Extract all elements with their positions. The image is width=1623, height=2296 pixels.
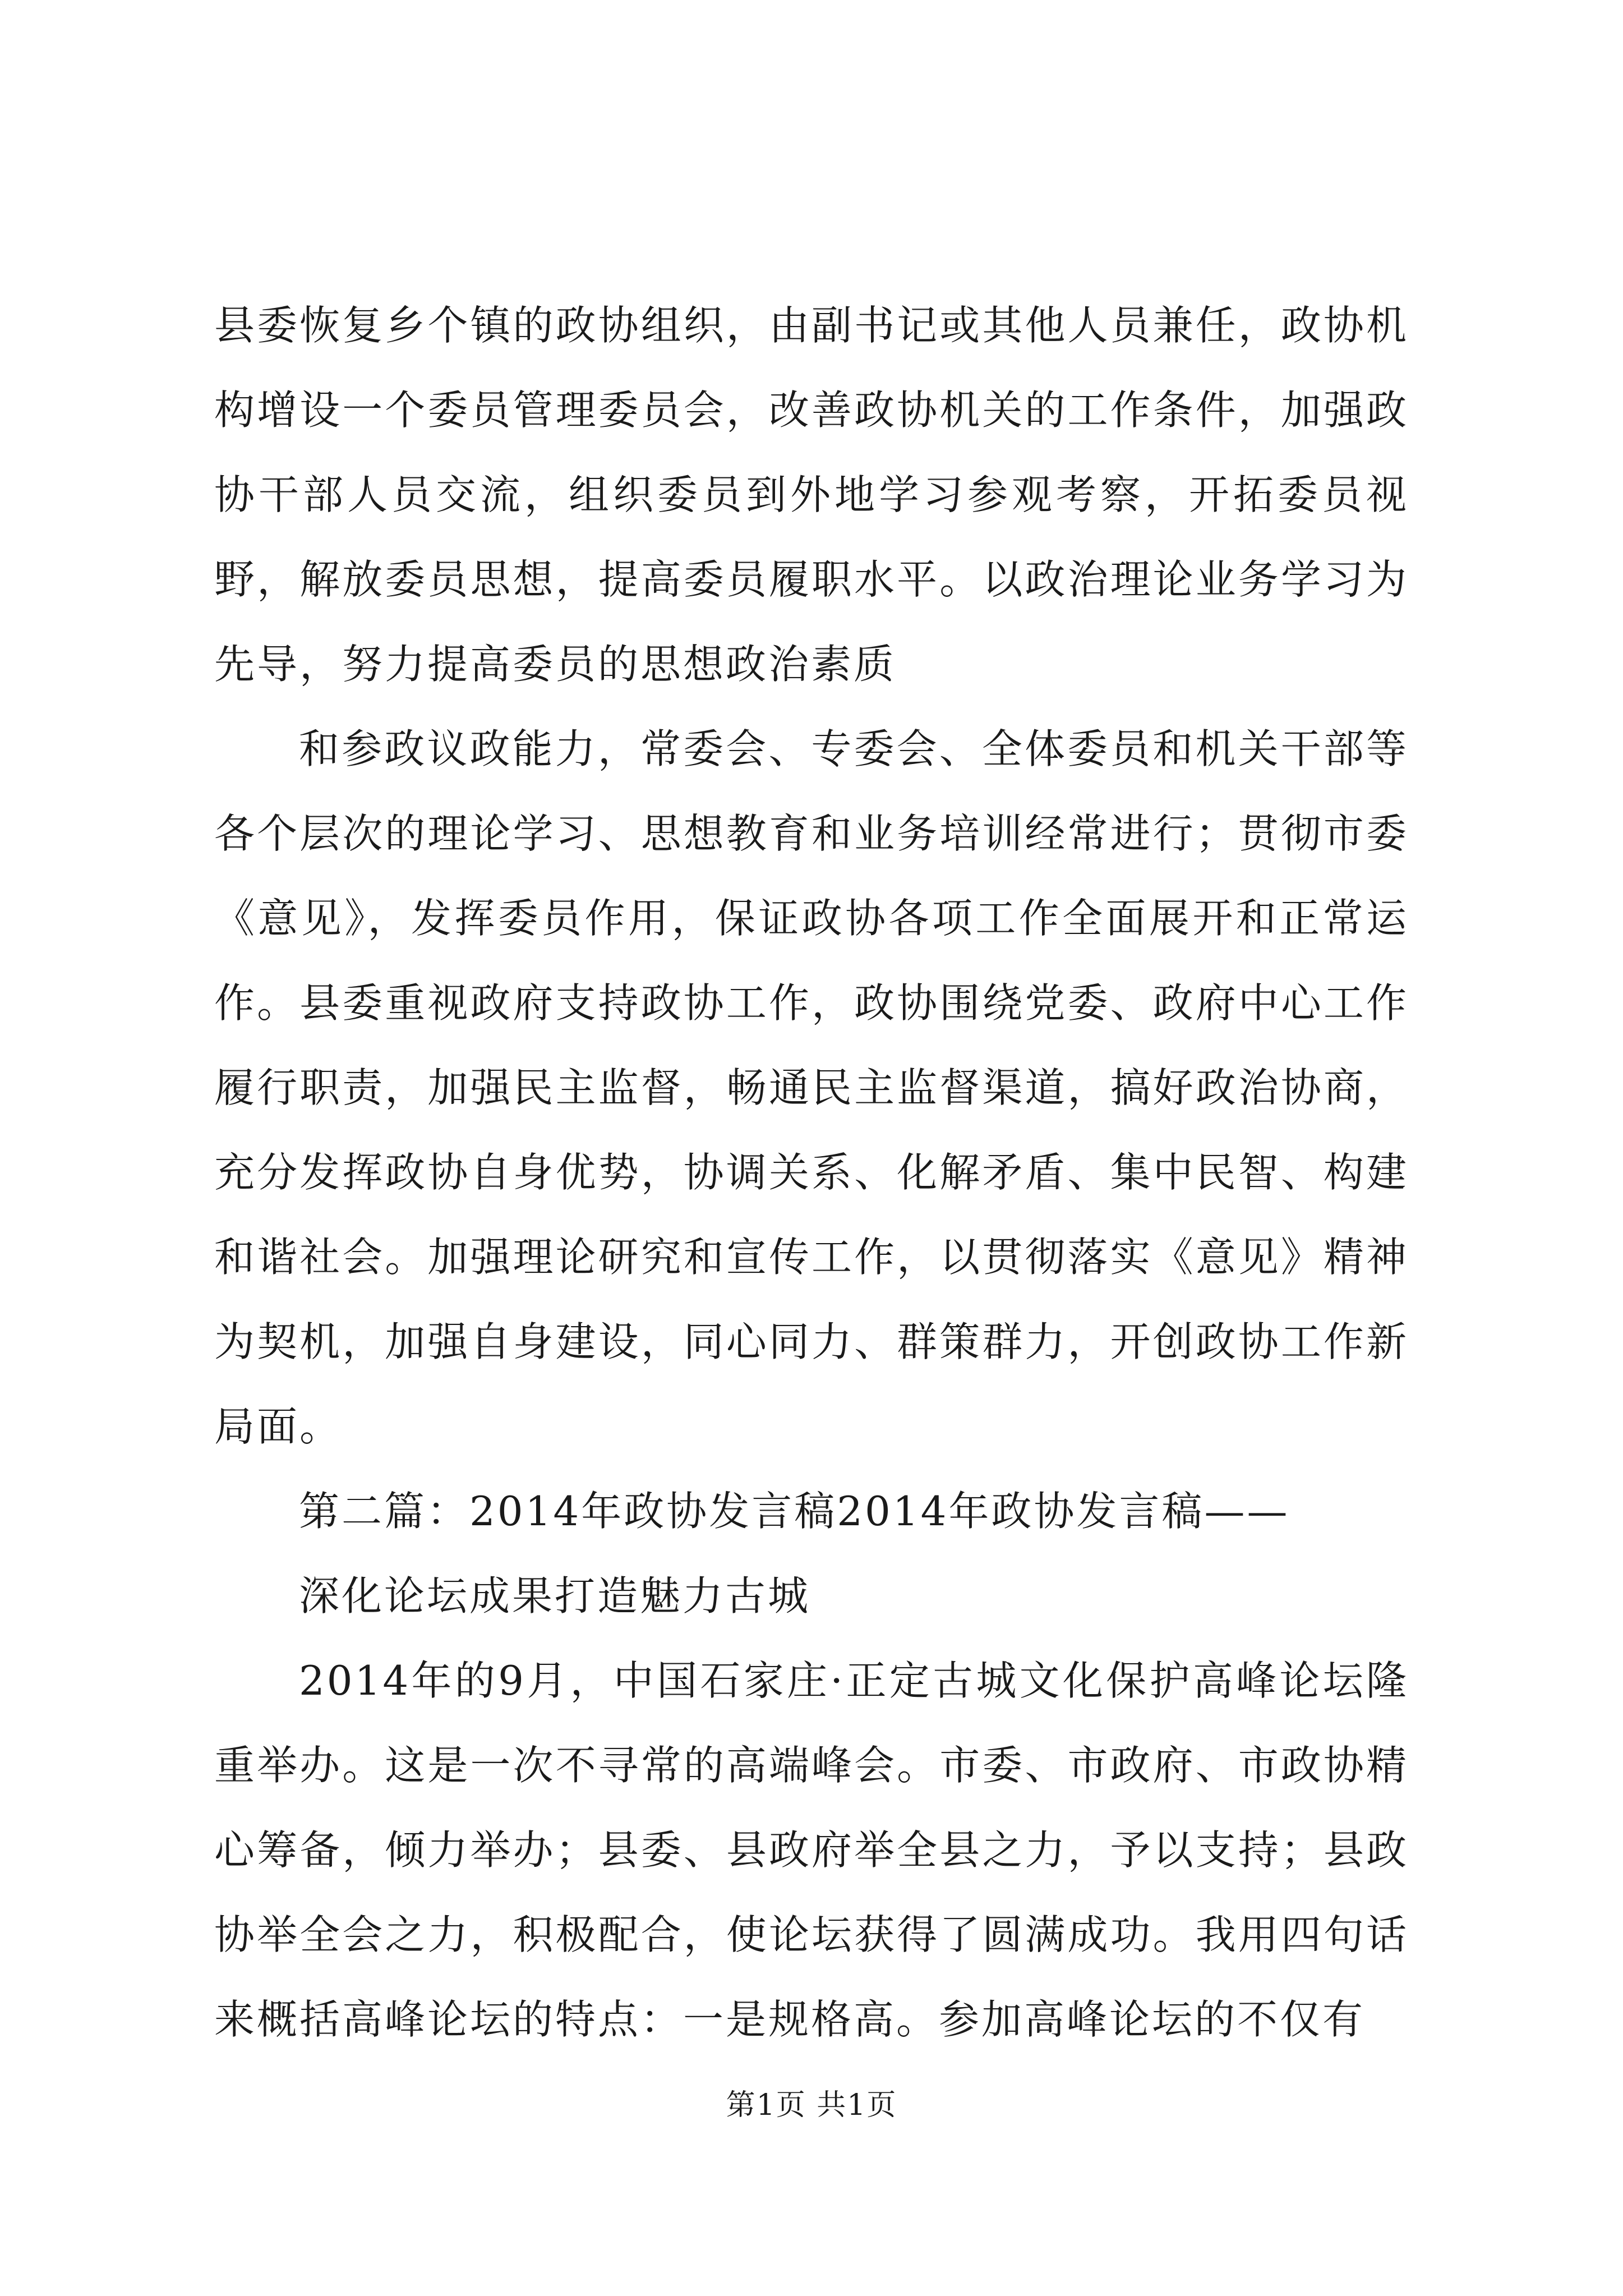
page-footer: 第1页 共1页 xyxy=(726,2088,897,2122)
paragraph-2: 和参政议政能力，常委会、专委会、全体委员和机关干部等各个层次的理论学习、思想教育和业务培训经常进行；贯彻市委《意见》，发挥委员作用，保证政协各项工作全面展开和正常运作。县委重视政府支持政协工作，政协围绕党委、政府中心工作履行职责，加强民主监督，畅通民主监督渠道，搞好政治协商，充分发挥政协自身优势，协调关系、化解矛盾、集中民智、构建和谐社会。加强理论研究和宣传工作，以贯彻落实《意见》精神为契机，加强自身建设，同心同力、群策群力，开创政协工作新局面。 xyxy=(214,725,1409,1450)
paragraph-1: 县委恢复乡个镇的政协组织，由副书记或其他人员兼任，政协机构增设一个委员管理委员会，改善政协机关的工作条件，加强政协干部人员交流，组织委员到外地学习参观考察，开拓委员视野，解放委员思想，提高委员履职水平。以政治理论业务学习为先导，努力提高委员的思想政治素质 xyxy=(214,302,1409,688)
document-body xyxy=(214,283,1409,2062)
section-heading-line-1: 第二篇：2014年政协发言稿2014年政协发言稿—— xyxy=(299,1488,1290,1535)
paragraph-3: 2014年的9月，中国石家庄·正定古城文化保护高峰论坛隆重举办。这是一次不寻常的高端峰会。市委、市政府、市政协精心筹备，倾力举办；县委、县政府举全县之力，予以支持；县政协举全会之力，积极配合，使论坛获得了圆满成功。我用四句话来概括高峰论坛的特点：一是规格高。参加高峰论坛的不仅有 xyxy=(214,1657,1409,2043)
section-heading-line-2: 深化论坛成果打造魅力古城 xyxy=(299,1572,811,1619)
